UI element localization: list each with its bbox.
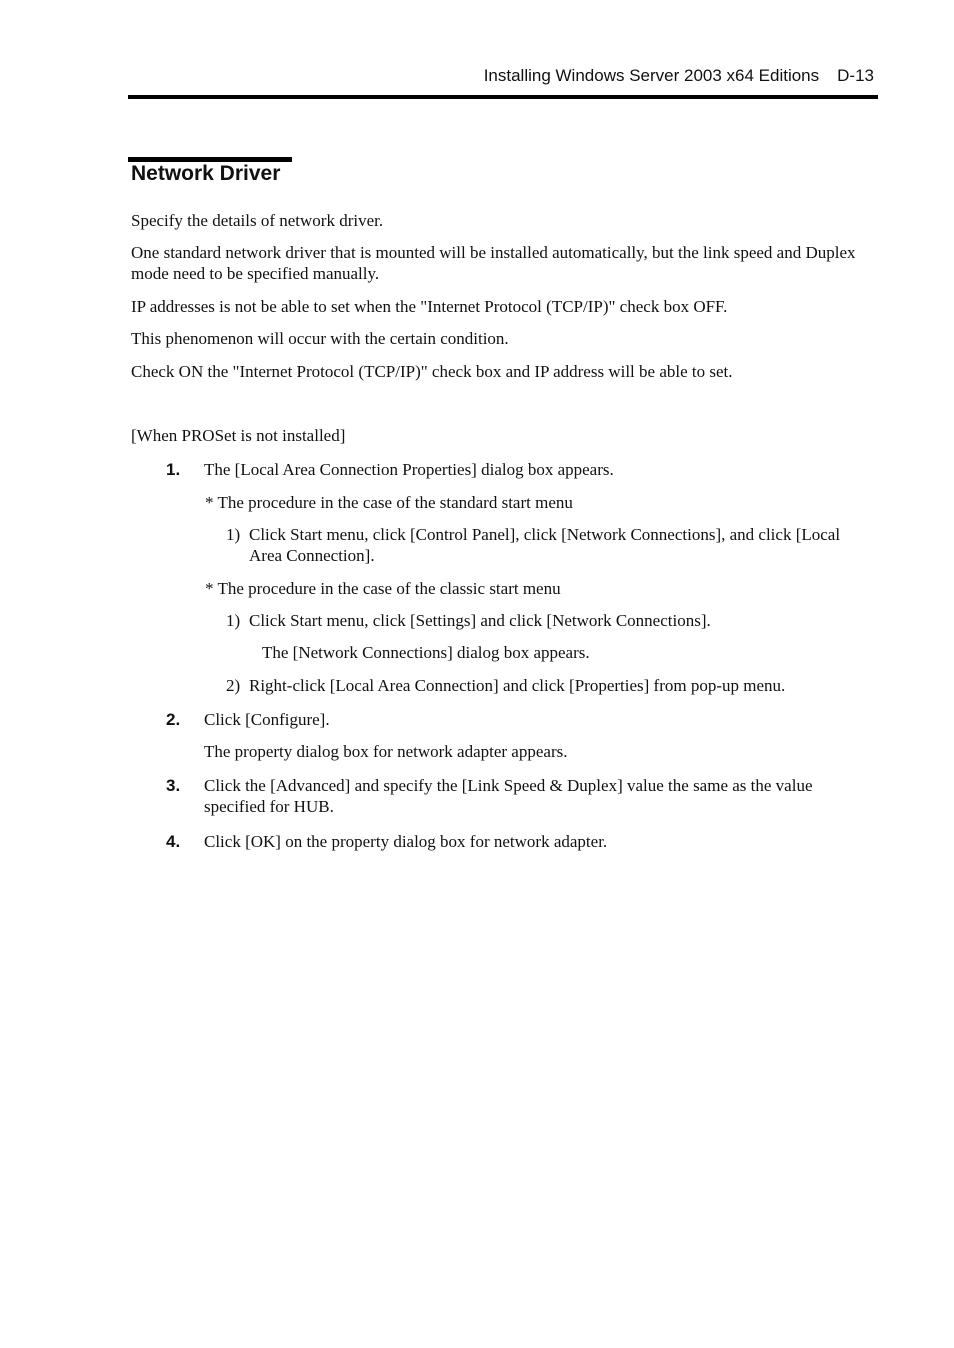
step-text: Click [OK] on the property dialog box for network adapter. xyxy=(204,832,608,851)
ip-note-paragraph: IP addresses is not be able to set when the "Internet Protocol (TCP/IP)" check box OFF. xyxy=(131,297,728,316)
intro-paragraph: Specify the details of network driver. xyxy=(131,211,384,230)
auto-install-paragraph: One standard network driver that is mounted will be installed automatically, but the link speed and Duplex mode need to be specified manually. xyxy=(131,243,856,283)
substep-text: Click Start menu, click [Control Panel], click [Network Connections], and click [Local Area Connection]. xyxy=(249,525,841,565)
substep-text: Click Start menu, click [Settings] and click [Network Connections]. xyxy=(249,611,711,630)
running-header-text xyxy=(484,66,874,86)
substep-text: Right-click [Local Area Connection] and click [Properties] from pop-up menu. xyxy=(249,676,786,695)
substep-number: 1) xyxy=(226,525,241,544)
substep-number: 2) xyxy=(226,676,241,695)
section-title: Network Driver xyxy=(131,162,281,185)
page-number: D-13 xyxy=(837,66,874,85)
condition-heading: [When PROSet is not installed] xyxy=(131,426,346,445)
standard-menu-note: * The procedure in the case of the standard start menu xyxy=(205,493,573,512)
substep-result: The [Network Connections] dialog box appears. xyxy=(262,643,590,662)
step-result: The property dialog box for network adapter appears. xyxy=(204,742,568,761)
substep-number: 1) xyxy=(226,611,241,630)
header-title: Installing Windows Server 2003 x64 Editions xyxy=(483,66,820,85)
running-header xyxy=(128,64,878,94)
step-text: The [Local Area Connection Properties] dialog box appears. xyxy=(204,460,614,479)
header-rule xyxy=(128,95,878,99)
classic-menu-note: * The procedure in the case of the classic start menu xyxy=(205,579,561,598)
step-text: Click the [Advanced] and specify the [Link Speed & Duplex] value the same as the value specified for HUB. xyxy=(204,776,813,816)
step-number: 3. xyxy=(166,776,181,795)
step-number: 4. xyxy=(166,832,181,851)
step-number: 2. xyxy=(166,710,181,729)
condition-note-paragraph: This phenomenon will occur with the certain condition. xyxy=(131,329,509,348)
step-number: 1. xyxy=(166,460,181,479)
check-on-paragraph: Check ON the "Internet Protocol (TCP/IP)" check box and IP address will be able to set. xyxy=(131,362,733,381)
step-text: Click [Configure]. xyxy=(204,710,330,729)
